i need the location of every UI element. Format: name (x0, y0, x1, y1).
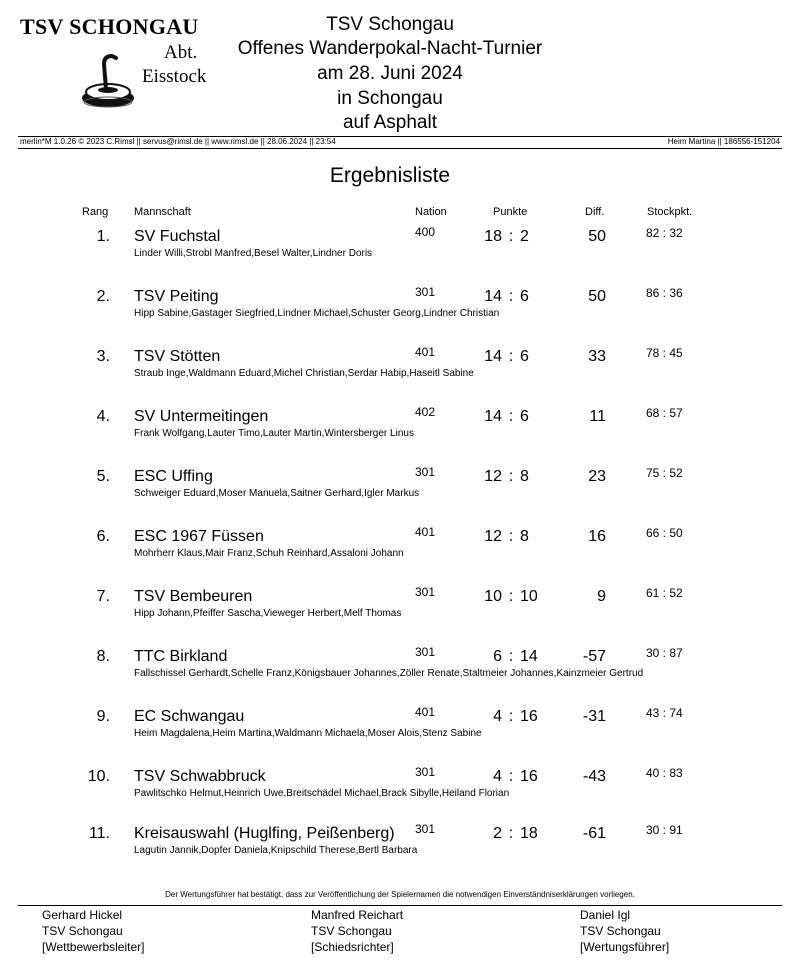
table-row (0, 285, 800, 344)
license-info: Heim Martina || 186556-151204 (667, 137, 780, 146)
nation-code: 301 (415, 285, 436, 299)
team-name: TSV Peiting (134, 288, 219, 305)
points-separator: : (508, 348, 514, 365)
nation-code: 401 (415, 705, 436, 719)
table-row (0, 822, 800, 881)
player-list: Frank Wolfgang,Lauter Timo,Lauter Martin,Wintersberger Linus (134, 428, 414, 439)
rank: 7. (96, 588, 110, 605)
signature-name: Gerhard Hickel (42, 908, 123, 922)
column-header-team: Mannschaft (134, 206, 191, 218)
signature-role: [Wertungsführer] (580, 940, 670, 954)
points-separator: : (508, 408, 514, 425)
signature-club: TSV Schongau (311, 924, 392, 938)
table-row (0, 225, 800, 284)
team-name: TSV Stötten (134, 348, 221, 365)
footer-rule (18, 905, 782, 906)
team-name: ESC Uffing (134, 468, 213, 485)
team-name: ESC 1967 Füssen (134, 528, 264, 545)
difference: 11 (589, 408, 606, 425)
difference: 23 (588, 468, 606, 485)
table-row (0, 765, 800, 824)
column-header-stock: Stockpkt. (647, 206, 693, 218)
stock-points: 86 : 36 (646, 286, 683, 300)
signature-block-competition-lead (42, 907, 145, 955)
points-against: 16 (520, 708, 538, 725)
nation-code: 301 (415, 822, 436, 836)
nation-code: 301 (415, 765, 436, 779)
player-list: Hipp Johann,Pfeiffer Sascha,Vieweger Herbert,Melf Thomas (134, 608, 402, 619)
difference: 33 (588, 348, 606, 365)
column-header-nation: Nation (415, 206, 447, 218)
title-line-5: auf Asphalt (342, 112, 438, 133)
points-separator: : (508, 528, 514, 545)
title-line-2: Offenes Wanderpokal-Nacht-Turnier (237, 38, 543, 59)
difference: -43 (582, 768, 606, 785)
player-list: Fallschissel Gerhardt,Schelle Franz,Königsbauer Johannes,Zöller Renate,Staltmeier Johannes,Kainzmeier Gertrud (134, 668, 644, 679)
signature-club: TSV Schongau (42, 924, 123, 938)
club-logo-name: TSV SCHONGAU (20, 14, 199, 39)
table-row (0, 345, 800, 404)
points-against: 10 (520, 588, 538, 605)
points-for: 4 (493, 768, 502, 785)
team-name: SV Fuchstal (134, 228, 221, 245)
difference: 16 (588, 528, 606, 545)
stock-points: 30 : 87 (646, 646, 683, 660)
signature-role: [Wettbewerbsleiter] (42, 940, 145, 954)
stock-points: 43 : 74 (646, 706, 683, 720)
stock-points: 30 : 91 (646, 823, 683, 837)
player-list: Hipp Sabine,Gastager Siegfried,Lindner Michael,Schuster Georg,Lindner Christian (134, 308, 500, 319)
points-separator: : (508, 768, 514, 785)
eisstock-icon (76, 50, 140, 110)
points-for: 14 (484, 348, 502, 365)
stock-points: 82 : 32 (646, 226, 683, 240)
difference: -61 (582, 825, 606, 842)
signature-block-referee (311, 907, 403, 955)
difference: 9 (597, 588, 606, 605)
points-for: 14 (484, 408, 502, 425)
consent-footnote: Der Wertungsführer hat bestätigt, dass zur Veröffentlichung der Spielernamen die notwendigen Einverständniserklärungen vorliegen. (165, 890, 635, 899)
rank: 2. (96, 288, 110, 305)
points-against: 6 (520, 408, 529, 425)
points-against: 14 (520, 648, 538, 665)
points-separator: : (508, 288, 514, 305)
difference: 50 (588, 288, 606, 305)
rank: 11. (88, 825, 110, 842)
points-against: 8 (520, 528, 529, 545)
column-header-points: Punkte (493, 206, 528, 218)
points-separator: : (508, 228, 514, 245)
logo-department-text: Eisstock (142, 66, 207, 87)
table-row (0, 585, 800, 644)
points-against: 8 (520, 468, 529, 485)
nation-code: 301 (415, 585, 436, 599)
table-row (0, 525, 800, 584)
points-against: 16 (520, 768, 538, 785)
team-name: SV Untermeitingen (134, 408, 269, 425)
player-list: Pawlitschko Helmut,Heinrich Uwe,Breitschädel Michael,Brack Sibylle,Heiland Florian (134, 788, 510, 799)
title-line-3: am 28. Juni 2024 (317, 63, 463, 84)
player-list: Linder Willi,Strobl Manfred,Besel Walter,Lindner Doris (134, 248, 373, 259)
points-separator: : (508, 588, 514, 605)
stock-points: 75 : 52 (646, 466, 683, 480)
points-against: 6 (520, 348, 529, 365)
page-title: Ergebnisliste (329, 164, 451, 187)
difference: 50 (588, 228, 606, 245)
title-line-1: TSV Schongau (326, 14, 454, 35)
table-row (0, 705, 800, 764)
stock-points: 40 : 83 (646, 766, 683, 780)
signature-name: Manfred Reichart (311, 908, 404, 922)
points-separator: : (508, 468, 514, 485)
points-separator: : (508, 708, 514, 725)
meta-rule (18, 148, 782, 149)
points-for: 6 (493, 648, 502, 665)
points-for: 12 (484, 468, 502, 485)
nation-code: 400 (415, 225, 436, 239)
rank: 3. (96, 348, 110, 365)
team-name: TSV Bembeuren (134, 588, 253, 605)
points-for: 12 (484, 528, 502, 545)
points-for: 2 (493, 825, 502, 842)
points-separator: : (508, 648, 514, 665)
player-list: Straub Inge,Waldmann Eduard,Michel Christian,Serdar Habip,Haseitl Sabine (134, 368, 474, 379)
points-against: 6 (520, 288, 529, 305)
points-against: 2 (520, 228, 529, 245)
signature-block-scorer (580, 907, 669, 955)
rank: 10. (87, 768, 110, 785)
signature-role: [Schiedsrichter] (311, 940, 394, 954)
table-row (0, 645, 800, 704)
player-list: Mohrherr Klaus,Mair Franz,Schuh Reinhard,Assaloni Johann (134, 548, 404, 559)
points-for: 14 (484, 288, 502, 305)
software-info: merlin*M 1.0.26 © 2023 C.Rimsl || servus@rimsl.de || www.rimsl.de || 28.06.2024 || 23:54 (20, 137, 336, 146)
player-list: Heim Magdalena,Heim Martina,Waldmann Michaela,Moser Alois,Stenz Sabine (134, 728, 482, 739)
signature-club: TSV Schongau (580, 924, 661, 938)
nation-code: 301 (415, 465, 436, 479)
nation-code: 401 (415, 525, 436, 539)
rank: 6. (96, 528, 110, 545)
stock-points: 66 : 50 (646, 526, 683, 540)
points-for: 18 (484, 228, 502, 245)
nation-code: 401 (415, 345, 436, 359)
team-name: TSV Schwabbruck (134, 768, 266, 785)
title-line-4: in Schongau (337, 88, 443, 109)
stock-points: 78 : 45 (646, 346, 683, 360)
nation-code: 301 (415, 645, 436, 659)
column-header-rank: Rang (82, 206, 109, 218)
player-list: Schweiger Eduard,Moser Manuela,Saitner Gerhard,Igler Markus (134, 488, 420, 499)
difference: -31 (582, 708, 606, 725)
signature-name: Daniel Igl (580, 908, 631, 922)
stock-points: 61 : 52 (646, 586, 683, 600)
difference: -57 (582, 648, 606, 665)
team-name: Kreisauswahl (Huglfing, Peißenberg) (134, 825, 395, 842)
rank: 8. (96, 648, 110, 665)
logo-abt-text: Abt. (164, 42, 198, 63)
rank: 4. (96, 408, 110, 425)
column-header-diff: Diff. (585, 206, 605, 218)
team-name: EC Schwangau (134, 708, 245, 725)
rank: 9. (96, 708, 110, 725)
rank: 5. (96, 468, 110, 485)
points-against: 18 (520, 825, 538, 842)
nation-code: 402 (415, 405, 436, 419)
player-list: Lagutin Jannik,Dopfer Daniela,Knipschild Therese,Bertl Barbara (134, 845, 418, 856)
points-for: 10 (484, 588, 502, 605)
table-row (0, 465, 800, 524)
rank: 1. (96, 228, 110, 245)
table-row (0, 405, 800, 464)
points-for: 4 (493, 708, 502, 725)
stock-points: 68 : 57 (646, 406, 683, 420)
points-separator: : (508, 825, 514, 842)
team-name: TTC Birkland (134, 648, 228, 665)
